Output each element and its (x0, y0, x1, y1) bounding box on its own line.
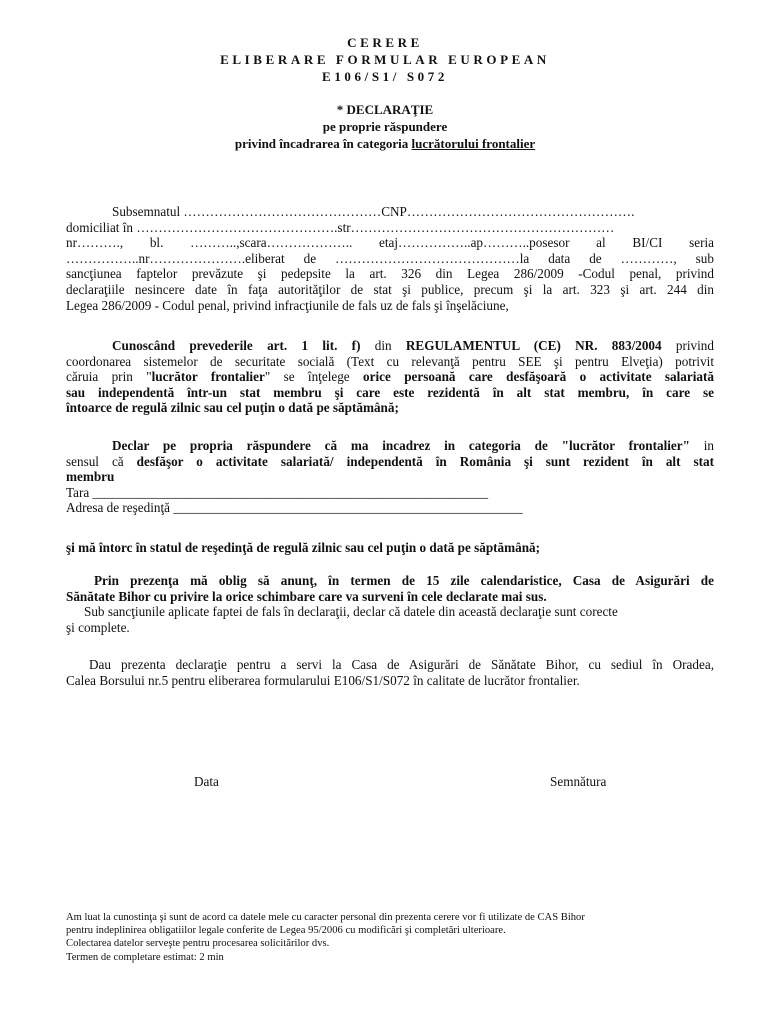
declaration-bold-3: membru (66, 469, 115, 485)
regulation-ref-article: Cunoscând prevederile art. 1 lit. f) (112, 338, 361, 353)
address-line: nr………., bl. ………..,scara……………….. etaj……………..ap………..posesor al BI/CI seria (66, 235, 714, 251)
declaration-subtitle: pe proprie răspundere (322, 119, 448, 134)
declaration-title: * DECLARAŢIE (336, 102, 434, 117)
declaration-paragraph (66, 438, 714, 516)
sanction-line-1: sancţiunea faptelor prevăzute şi pedepsite la art. 326 din Legea 286/2009 -Codul penal, privind (66, 266, 714, 282)
adresa-resedinta-field[interactable]: Adresa de reşedinţă _____________________________________________________ (66, 500, 523, 516)
regulation-line-1 (66, 338, 714, 354)
return-statement: şi mă întorc în statul de reşedinţă de regulă zilnic sau cel puţin o dată pe săptămână; (66, 540, 541, 555)
regulation-line-2: coordonarea sistemelor de securitate socială (Text cu relevanţă pentru SEE şi pentru Elveţia) potrivit (66, 353, 714, 369)
form-code: E106/S1/ S072 (322, 69, 448, 84)
signature-label: Semnătura (550, 774, 607, 789)
definition-bold-3: întoarce de regulă zilnic sau cel puţin o dată pe săptămână; (66, 400, 399, 416)
declaration-line-1 (66, 438, 714, 454)
domiciliat-line: domiciliat în ……………………………………….str…………………………………………………… (66, 219, 615, 235)
declaration-category-underlined: lucrătorului frontalier (411, 136, 536, 151)
footer-line-4: Termen de completare estimat: 2 min (66, 951, 224, 963)
falsity-line-2: şi complete. (66, 619, 130, 635)
identity-paragraph (66, 204, 714, 313)
regulation-ref-number: REGULAMENTUL (CE) NR. 883/2004 (405, 338, 662, 353)
obligation-paragraph (66, 573, 714, 635)
regulation-text-din: din (360, 338, 406, 353)
id-card-line: ……………..nr………………….eliberat de ……………………………………la data de …………, sub (66, 250, 714, 266)
declaration-category-prefix: privind încadrarea în categoria (234, 136, 412, 151)
footer-line-3: Colectarea datelor serveşte pentru procesarea solicitărilor dvs. (66, 938, 330, 950)
declaration-bold-1: Declar pe propria răspundere că ma incadrez in categoria de "lucrător frontalier" (112, 438, 690, 453)
footer-line-1: Am luat la cunostinţa şi sunt de acord ca datele mele cu caracter personal din prezenta cerere vor fi utilizate de CAS Bihor (66, 912, 585, 923)
declaration-sensul: sensul că (66, 453, 137, 469)
regulation-line-3c: " se înţelege (264, 369, 364, 385)
purpose-line-1: Dau prezenta declaraţie pentru a servi la Casa de Asigurări de Sănătate Bihor, cu sediul în Oradea, (89, 657, 714, 672)
date-label: Data (194, 774, 219, 789)
declaration-in: in (689, 438, 714, 453)
regulation-paragraph (66, 338, 714, 416)
form-subtitle: ELIBERARE FORMULAR EUROPEAN (220, 52, 550, 67)
regulation-line-3 (66, 369, 714, 385)
tara-field[interactable]: Tara ____________________________________________________________ (66, 484, 489, 500)
purpose-line-2: Calea Borsului nr.5 pentru eliberarea formularului E106/S1/S072 în calitate de lucrător frontalier. (66, 672, 580, 688)
regulation-line-3a: căruia prin " (66, 369, 152, 385)
subsemnatul-line: Subsemnatul ………………………………………CNP……………………………………………. (112, 204, 635, 219)
form-title: CERERE (347, 35, 423, 50)
regulation-text-privind: privind (661, 338, 714, 353)
purpose-paragraph (66, 657, 714, 688)
gdpr-footer (66, 911, 726, 964)
frontier-worker-term: lucrător frontalier (151, 369, 265, 385)
obligation-bold-2: Sănătate Bihor cu privire la orice schimbare care va surveni în cele declarate mai sus. (66, 588, 547, 604)
declaration-line-2 (66, 454, 714, 470)
definition-bold-2: sau independentă într-un stat membru şi care este rezidentă în alt stat membru, în care se (66, 384, 714, 400)
sanction-line-3: Legea 286/2009 - Codul penal, privind infracţiunile de fals uz de fals şi înşelăciune, (66, 297, 509, 313)
obligation-bold-1: Prin prezenţa mă oblig să anunţ, în termen de 15 zile calendaristice, Casa de Asigurări de (94, 573, 714, 588)
falsity-line-1: Sub sancţiunile aplicate faptei de fals în declaraţii, declar că datele din această declaraţie sunt corecte (84, 604, 618, 620)
declaration-category (0, 136, 770, 152)
footer-line-2: pentru indeplinirea obligatiilor legale conferite de Legea 95/2006 cu modificări şi completări ulterioare. (66, 925, 506, 937)
sanction-line-2: declaraţiile nesincere date în faţa autorităţilor de stat şi publice, precum şi la art. 323 şi art. 244 din (66, 281, 714, 297)
declaration-bold-2: desfăşor o activitate salariată/ independentă în România şi sunt rezident în alt stat (136, 453, 714, 469)
definition-bold-1: orice persoană care desfăşoară o activitate salariată (363, 369, 714, 385)
